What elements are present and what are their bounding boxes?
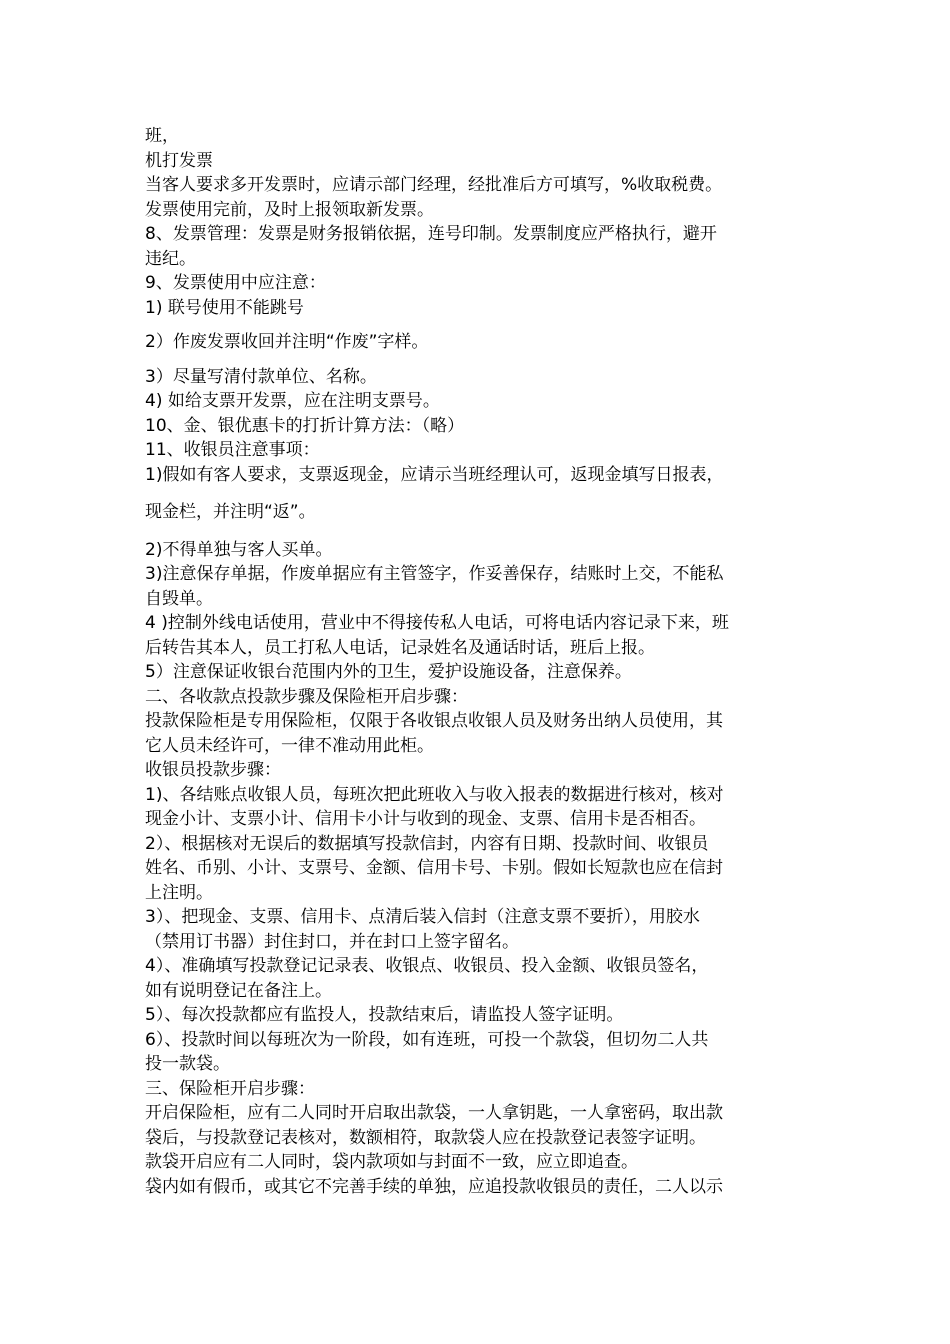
text-line: 发票使用完前，及时上报领取新发票。 [145, 199, 434, 220]
text-line: 4) 如给支票开发票，应在注明支票号。 [145, 391, 440, 411]
text-line: 袋后，与投款登记表核对，数额相符，取款袋人应在投款登记表签字证明。 [145, 1127, 706, 1148]
text-line: 3）尽量写清付款单位、名称。 [145, 366, 377, 387]
text-line: 如有说明登记在备注上。 [145, 980, 332, 1001]
text-line: 现金栏，并注明“返”。 [145, 502, 316, 522]
text-line: 开启保险柜，应有二人同时开启取出款袋，一人拿钥匙，一人拿密码，取出款 [145, 1103, 723, 1123]
text-line: 姓名、币别、小计、支票号、金额、信用卡号、卡别。假如长短款也应在信封 [145, 858, 723, 878]
text-line: 违纪。 [145, 248, 196, 269]
text-line: 10、金、银优惠卡的打折计算方法：（略） [145, 415, 465, 436]
text-line: 2)不得单独与客人买单。 [145, 539, 333, 560]
text-line: 后转告其本人，员工打私人电话，记录姓名及通话时话，班后上报。 [145, 637, 655, 658]
text-line: 机打发票 [145, 150, 213, 171]
text-line: 8、发票管理：发票是财务报销依据，连号印制。发票制度应严格执行，避开 [145, 224, 717, 244]
text-line: 3）、把现金、支票、信用卡、点清后装入信封（注意支票不要折），用胶水 [145, 907, 700, 927]
text-line: 6）、投款时间以每班次为一阶段，如有连班，可投一个款袋，但切勿二人共 [145, 1029, 709, 1050]
text-line: 收银员投款步骤： [145, 760, 281, 780]
text-line: 1) 联号使用不能跳号 [145, 297, 304, 318]
text-line: 款袋开启应有二人同时，袋内款项如与封面不一致，应立即追查。 [145, 1152, 638, 1172]
text-line: 2）作废发票收回并注明“作废”字样。 [145, 332, 429, 352]
text-line: 二、各收款点投款步骤及保险柜开启步骤： [145, 686, 468, 707]
text-line: 当客人要求多开发票时，应请示部门经理，经批准后方可填写，%收取税费。 [145, 175, 723, 195]
text-line: 5）、每次投款都应有监投人，投款结束后，请监投人签字证明。 [145, 1005, 624, 1025]
text-line: 现金小计、支票小计、信用卡小计与收到的现金、支票、信用卡是否相否。 [145, 809, 706, 829]
text-line: 自毁单。 [145, 588, 213, 609]
text-line: 4）、准确填写投款登记记录表、收银点、收银员、投入金额、收银员签名， [145, 956, 709, 976]
text-line: 9、发票使用中应注意： [145, 273, 326, 293]
text-line: 1)假如有客人要求，支票返现金，应请示当班经理认可，返现金填写日报表， [145, 464, 724, 485]
text-line: 上注明。 [145, 882, 213, 903]
text-line: 5）注意保证收银台范围内外的卫生，爱护设施设备，注意保养。 [145, 662, 632, 682]
text-line: 3)注意保存单据，作废单据应有主管签字，作妥善保存，结账时上交，不能私 [145, 564, 724, 584]
text-line: 班， [145, 126, 179, 146]
document-body [145, 124, 817, 1199]
text-line: 11、收银员注意事项： [145, 440, 320, 460]
text-line: 三、保险柜开启步骤： [145, 1078, 315, 1099]
text-line: 它人员未经许可，一律不准动用此柜。 [145, 735, 434, 756]
text-line: 投款保险柜是专用保险柜，仅限于各收银点收银人员及财务出纳人员使用，其 [145, 711, 723, 731]
text-line: （禁用订书器）封住封口，并在封口上签字留名。 [145, 931, 519, 952]
text-line: 1)、各结账点收银人员，每班次把此班收入与收入报表的数据进行核对，核对 [145, 784, 724, 805]
text-line: 投一款袋。 [145, 1054, 230, 1074]
text-line: 2）、根据核对无误后的数据填写投款信封，内容有日期、投款时间、收银员 [145, 833, 709, 854]
text-line: 4 )控制外线电话使用，营业中不得接传私人电话，可将电话内容记录下来，班 [145, 613, 729, 633]
text-line: 袋内如有假币，或其它不完善手续的单独，应追投款收银员的责任，二人以示 [145, 1176, 723, 1197]
